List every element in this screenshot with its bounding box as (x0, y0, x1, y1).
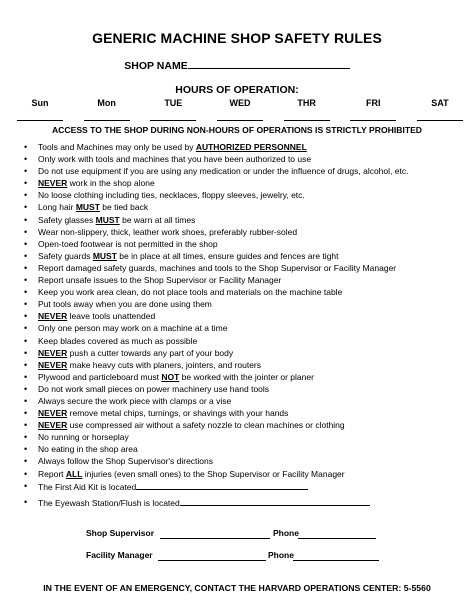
day-label: WED (229, 98, 251, 108)
day-hours-blank[interactable] (350, 111, 396, 121)
rule-item (24, 455, 444, 467)
rule-text: Always secure the work piece with clamps or a vise (38, 395, 232, 406)
day-column (283, 98, 331, 121)
rule-text: Report (38, 468, 66, 479)
rule-text: Report damaged safety guards, machines and tools to the Shop Supervisor or Facility Manager (38, 262, 397, 273)
day-hours-blank[interactable] (84, 111, 130, 121)
first-aid-location-label: The First Aid Kit is located (38, 481, 137, 492)
rule-text: be worked with the jointer or planer (179, 371, 314, 382)
rule-text: use compressed air without a safety nozzle to clean machines or clothing (67, 420, 345, 431)
rule-emphasis: NEVER (38, 420, 68, 431)
rule-text: Tools and Machines may only be used by (38, 142, 196, 152)
rule-emphasis: NEVER (38, 311, 68, 322)
manager-phone-label: Phone (268, 550, 294, 560)
shop-name-label: SHOP NAME (124, 60, 188, 72)
first-aid-location-blank[interactable] (136, 480, 308, 490)
hours-heading: HOURS OF OPERATION: (175, 84, 299, 96)
rule-emphasis: MUST (92, 250, 117, 261)
supervisor-name-blank[interactable] (160, 528, 270, 539)
shop-name-row (0, 58, 474, 72)
rules-list (24, 141, 444, 509)
day-hours-blank[interactable] (417, 111, 463, 121)
rule-item (24, 310, 444, 322)
rule-emphasis: AUTHORIZED PERSONNEL (195, 142, 307, 152)
first-aid-location-item (24, 480, 444, 493)
rule-emphasis: MUST (95, 214, 120, 225)
rule-item (24, 359, 444, 371)
manager-phone-blank[interactable] (293, 550, 379, 561)
rule-text: leave tools unattended (67, 311, 156, 322)
manager-label: Facility Manager (86, 550, 153, 560)
rule-emphasis: ALL (65, 468, 83, 479)
rule-item (24, 274, 444, 286)
page-title: GENERIC MACHINE SHOP SAFETY RULES (92, 30, 382, 46)
rule-text: be in place at all times, ensure guides and fences are tight (116, 250, 339, 261)
rule-item (24, 371, 444, 383)
rule-emphasis: NEVER (38, 359, 68, 370)
day-column (16, 98, 64, 121)
access-notice: ACCESS TO THE SHOP DURING NON-HOURS OF OPERATIONS IS STRICTLY PROHIBITED (51, 125, 423, 135)
day-column (416, 98, 464, 121)
supervisor-phone-label: Phone (273, 528, 299, 538)
day-label: FRI (366, 98, 381, 108)
rule-item (24, 141, 444, 153)
rule-item (24, 201, 444, 213)
day-hours-blank[interactable] (284, 111, 330, 121)
rule-text: Only one person may work on a machine at a time (38, 323, 228, 334)
rule-item (24, 407, 444, 419)
rule-text: Only work with tools and machines that you have been authorized to use (38, 154, 312, 165)
rule-item (24, 322, 444, 334)
emergency-footer: IN THE EVENT OF AN EMERGENCY, CONTACT THE HARVARD OPERATIONS CENTER: 5-5560 (43, 583, 431, 593)
day-hours-blank[interactable] (217, 111, 263, 121)
eyewash-location-label: The Eyewash Station/Flush is located (38, 497, 180, 508)
supervisor-phone-blank[interactable] (298, 528, 376, 539)
rule-text: No loose clothing including ties, necklaces, floppy sleeves, jewelry, etc. (38, 190, 305, 201)
rule-text: Long hair (38, 202, 76, 213)
rule-text: injuries (even small ones) to the Shop Supervisor or Facility Manager (82, 468, 345, 479)
rule-emphasis: NEVER (38, 347, 68, 358)
rule-item (24, 165, 444, 177)
rule-item (24, 395, 444, 407)
rule-text: be warn at all times (119, 214, 196, 225)
day-hours-blank[interactable] (150, 111, 196, 121)
rule-text: remove metal chips, turnings, or shavings with your hands (67, 408, 289, 419)
rule-text: Report unsafe issues to the Shop Supervisor or Facility Manager (38, 275, 282, 286)
day-label: THR (297, 98, 316, 108)
rule-emphasis: MUST (75, 202, 100, 213)
rule-item (24, 298, 444, 310)
rule-item (24, 177, 444, 189)
rule-item (24, 214, 444, 226)
rule-text: work in the shop alone (67, 178, 155, 189)
rule-text: push a cutter towards any part of your body (67, 347, 234, 358)
rule-text: Safety guards (38, 250, 93, 261)
rule-text: Keep blades covered as much as possible (38, 335, 198, 346)
rule-text: Wear non-slippery, thick, leather work shoes, preferably rubber-soled (38, 226, 298, 237)
rule-text: No running or horseplay (38, 432, 129, 443)
rule-text: Put tools away when you are done using them (38, 299, 212, 310)
rule-item (24, 189, 444, 201)
rule-item (24, 226, 444, 238)
eyewash-location-item (24, 496, 444, 509)
rule-item (24, 286, 444, 298)
rule-item (24, 431, 444, 443)
manager-name-blank[interactable] (158, 550, 266, 561)
day-column (149, 98, 197, 121)
day-column (349, 98, 397, 121)
day-column (83, 98, 131, 121)
rule-item (24, 443, 444, 455)
rule-text: No eating in the shop area (38, 444, 138, 455)
rule-text: Safety glasses (38, 214, 96, 225)
day-label: Sun (31, 98, 49, 108)
rule-text: Keep you work area clean, do not place tools and materials on the machine table (38, 287, 343, 298)
rule-item (24, 238, 444, 250)
rule-text: be tied back (99, 202, 149, 213)
rule-item (24, 250, 444, 262)
rule-emphasis: NEVER (38, 408, 68, 419)
rule-text: Open-toed footwear is not permitted in the shop (38, 238, 218, 249)
rule-item (24, 335, 444, 347)
rule-text: Do not use equipment if you are using any medication or under the influence of drugs, alcohol, etc. (38, 166, 409, 177)
rule-text: Plywood and particleboard must (38, 371, 162, 382)
day-label: TUE (164, 98, 183, 108)
rule-item (24, 262, 444, 274)
rule-emphasis: NEVER (38, 178, 68, 189)
day-label: Mon (97, 98, 116, 108)
supervisor-label: Shop Supervisor (86, 528, 155, 538)
rule-item (24, 347, 444, 359)
rule-text: Do not work small pieces on power machinery use hand tools (38, 383, 270, 394)
day-column (216, 98, 264, 121)
rule-item (24, 153, 444, 165)
days-row (16, 98, 464, 121)
shop-name-blank[interactable] (188, 58, 350, 69)
day-label: SAT (431, 98, 449, 108)
rule-emphasis: NOT (161, 371, 180, 382)
eyewash-location-blank[interactable] (180, 496, 370, 506)
day-hours-blank[interactable] (17, 111, 63, 121)
rule-text: Always follow the Shop Supervisor's directions (38, 456, 214, 467)
rule-item (24, 383, 444, 395)
rule-item (24, 419, 444, 431)
rule-text: make heavy cuts with planers, jointers, and routers (67, 359, 261, 370)
rule-item (24, 468, 444, 480)
